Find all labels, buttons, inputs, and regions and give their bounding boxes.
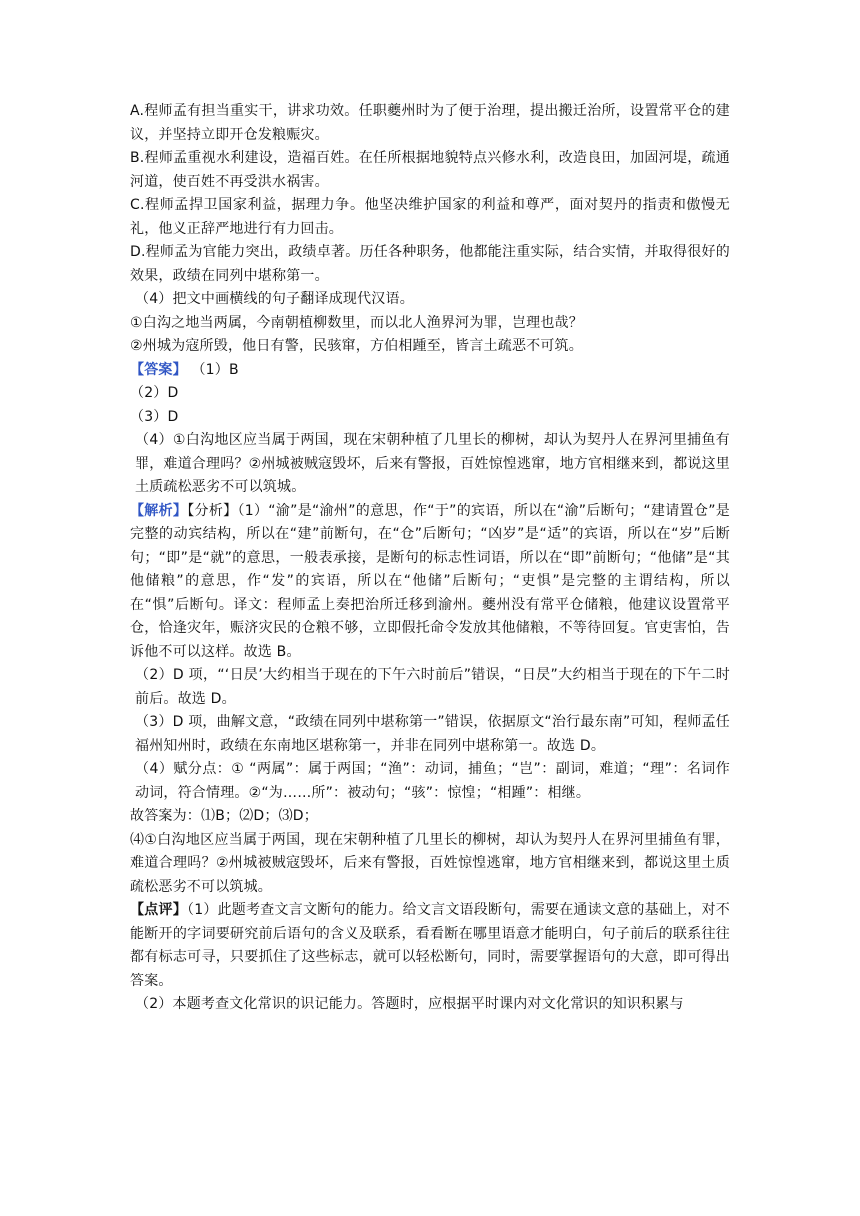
answer-3: （3）D — [130, 408, 179, 425]
comment-1 — [130, 899, 730, 993]
comment-2: （2）本题考查文化常识的识记能力。答题时，应根据平时课内对文化常识的知识积累与 — [135, 996, 684, 1012]
answer-label: 【答案】 — [130, 361, 187, 378]
analysis-2: （2）D 项，“‘日昃’大约相当于现在的下午六时前后”错误，“日昃”大约相当于现在的下午二时前后。故选 D。 — [135, 667, 730, 707]
option-a: A.程师孟有担当重实干，讲求功效。任职夔州时为了便于治理，提出搬迁治所，设置常平仓的建议，并坚持立即开仓发粮赈灾。 — [130, 103, 730, 143]
question-4-prompt: （4）把文中画横线的句子翻译成现代汉语。 — [135, 291, 414, 307]
comment-label: 【点评】 — [130, 902, 187, 918]
option-b: B.程师孟重视水利建设，造福百姓。在任所根据地貌特点兴修水利，改造良田，加固河堤，疏通河道，使百姓不再受洪水祸害。 — [130, 150, 730, 190]
analysis-4: （4）赋分点：① “两属”：属于两国；“渔”：动词，捕鱼；“岂”：副词，难道；“理”：名词作动词，符合情理。②“为……所”：被动句；“骇”：惊惶；“相踵”：相继。 — [135, 761, 730, 801]
option-d: D.程师孟为官能力突出，政绩卓著。历任各种职务，他都能注重实际，结合实情，并取得很好的效果，政绩在同列中堪称第一。 — [130, 244, 730, 284]
analysis-1-text: 【分析】（1）“渝”是“渝州”的意思，作“于”的宾语，所以在“渝”后断句；“建请置仓”是完整的动宾结构，所以在“建”前断句，在“仓”后断句；“凶岁”是“适”的宾语，所以在“岁”后断句；“即”是“就”的意思，一般表承接，是断句的标志性词语，所以在“即”前断句；“他储”是“其他储粮”的意思，作“发”的宾语，所以在“他储”后断句；“吏惧”是完整的主谓结构，所以在“惧”后断句。译文：程师孟上奏把治所迁移到渝州。夔州没有常平仓储粮，他建议设置常平仓，恰逢灾年，赈济灾民的仓粮不够，立即假托命令发放其他储粮，不等待回复。官吏害怕，告诉他不可以这样。故选 B。 — [130, 502, 730, 660]
question-4-sentence-2: ②州城为寇所毁，他日有警，民骇窜，方伯相踵至，皆言土疏恶不可筑。 — [130, 338, 583, 354]
answer-2: （2）D — [130, 385, 179, 401]
answer-1: （1）B — [191, 361, 239, 378]
document-body — [130, 100, 730, 1017]
analysis-1 — [130, 500, 730, 665]
question-4-sentence-1: ①白沟之地当两属，今南朝植柳数里，而以北人渔界河为罪，岂理也哉？ — [130, 314, 583, 331]
analysis-label: 【解析】 — [130, 502, 188, 519]
answer-line-1 — [130, 359, 730, 383]
analysis-3: （3）D 项，曲解文意，“政绩在同列中堪称第一”错误，依据原文“治行最东南”可知，程师孟任福州知州时，政绩在东南地区堪称第一，并非在同列中堪称第一。故选 D。 — [135, 714, 730, 754]
answer-4: （4）①白沟地区应当属于两国，现在宋朝种植了几里长的柳树，却认为契丹人在界河里捕鱼有罪，难道合理吗？②州城被贼寇毁坏，后来有警报，百姓惊惶逃窜，地方官相继来到，都说这里土质疏松恶劣不可以筑城。 — [135, 432, 730, 495]
comment-1-text: （1）此题考查文言文断句的能力。给文言文语段断句，需要在通读文意的基础上，对不能断开的字词要研究前后语句的含义及联系，看看断在哪里语意才能明白，句子前后的联系往往都有标志可寻，只要抓住了这些标志，就可以轻松断句，同时，需要掌握语句的大意，即可得出答案。 — [130, 902, 730, 989]
summary-1: 故答案为：⑴B；⑵D；⑶D； — [130, 808, 318, 824]
summary-2: ⑷①白沟地区应当属于两国，现在宋朝种植了几里长的柳树，却认为契丹人在界河里捕鱼有罪，难道合理吗？②州城被贼寇毁坏，后来有警报，百姓惊惶逃窜，地方官相继来到，都说这里土质疏松恶劣不可以筑城。 — [130, 831, 730, 895]
option-c: C.程师孟捍卫国家利益，据理力争。他坚决维护国家的利益和尊严，面对契丹的指责和傲慢无礼，他义正辞严地进行有力回击。 — [130, 197, 730, 237]
